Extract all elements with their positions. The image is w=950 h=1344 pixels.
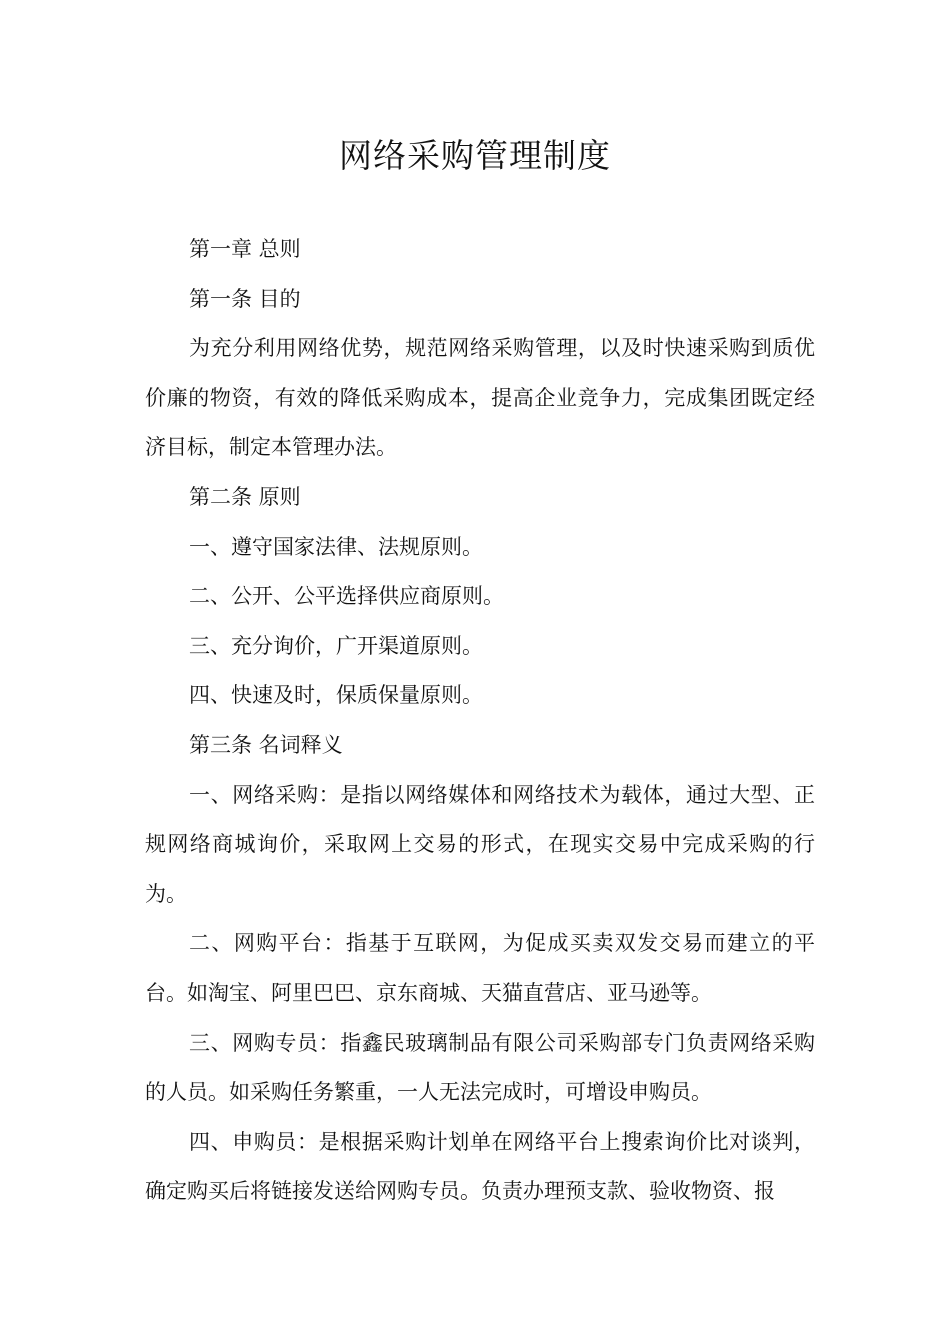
article-heading: 第三条 名词释义 (189, 732, 343, 757)
list-item: 四、快速及时，保质保量原则。 (189, 683, 483, 708)
chapter-heading: 第一章 总则 (189, 237, 301, 261)
article-heading: 第二条 原则 (189, 484, 301, 509)
definition-paragraph: 四、申购员：是根据采购计划单在网络平台上搜索询价比对谈判，确定购买后将链接发送给网购专员。负责办理预支款、验收物资、报 (145, 1129, 815, 1204)
document-title: 网络采购管理制度 (339, 136, 611, 175)
list-item: 二、公开、公平选择供应商原则。 (189, 584, 504, 609)
definition-paragraph: 一、网络采购：是指以网络媒体和网络技术为载体，通过大型、正规网络商城询价，采取网上交易的形式，在现实交易中完成采购的行为。 (145, 782, 815, 906)
document-body (145, 225, 815, 1217)
definition-paragraph: 三、网购专员：指鑫民玻璃制品有限公司采购部专门负责网络采购的人员。如采购任务繁重，一人无法完成时，可增设申购员。 (145, 1030, 815, 1105)
body-paragraph: 为充分利用网络优势，规范网络采购管理，以及时快速采购到质优价廉的物资，有效的降低采购成本，提高企业竞争力，完成集团既定经济目标，制定本管理办法。 (145, 336, 815, 460)
definition-paragraph: 二、网购平台：指基于互联网，为促成买卖双发交易而建立的平台。如淘宝、阿里巴巴、京东商城、天猫直营店、亚马逊等。 (145, 931, 815, 1005)
list-item: 三、充分询价，广开渠道原则。 (189, 633, 483, 658)
article-heading: 第一条 目的 (189, 286, 301, 311)
list-item: 一、遵守国家法律、法规原则。 (189, 534, 483, 559)
